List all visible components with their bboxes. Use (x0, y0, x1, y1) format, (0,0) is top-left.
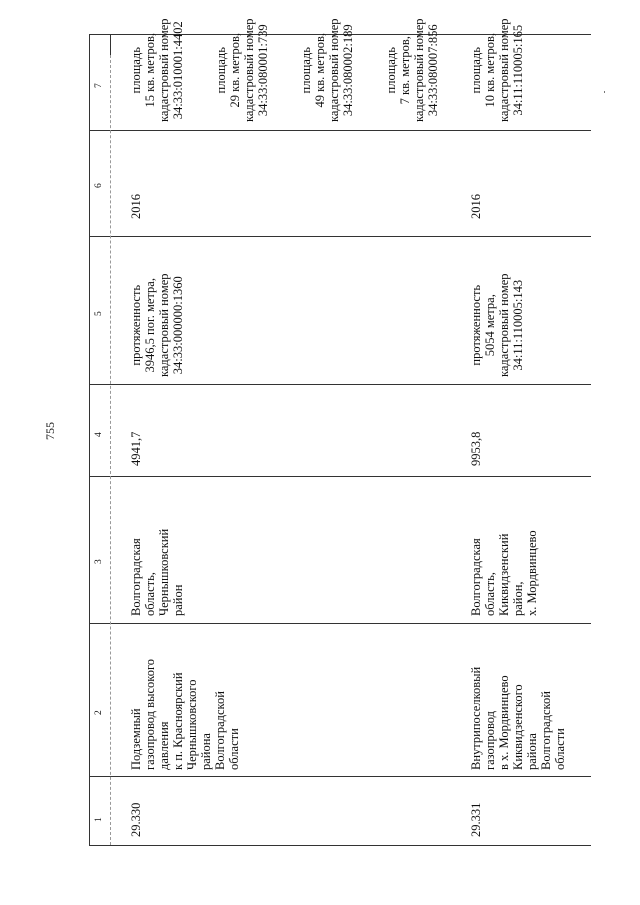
row1-cost: 4941,7 (129, 431, 143, 466)
row2-year: 2016 (469, 194, 483, 219)
row1-extra-3: площадь 49 кв. метров, кадастровый номер 34:33:080002:189 (299, 18, 355, 122)
row2-number: 29.331 (469, 802, 483, 837)
scan-speck (604, 91, 605, 93)
table-bottom-border (89, 845, 591, 846)
row2-address: Волгоградская область, Киквидзенский район, х. Мордвинцево (469, 530, 539, 616)
header-col-6: 6 (94, 183, 104, 188)
column-divider-3-2 (89, 623, 591, 624)
header-col-5: 5 (94, 311, 104, 316)
row2-extra-1: площадь 10 кв. метров, кадастровый номер 34:11:110005:165 (469, 18, 525, 122)
row1-number: 29.330 (129, 802, 143, 837)
header-col-4: 4 (94, 432, 104, 437)
row1-year: 2016 (129, 194, 143, 219)
row1-characteristics: протяженность 3946,5 пог. метра, кадастровый номер 34:33:000000:1360 (129, 273, 185, 377)
objects-table (89, 18, 591, 845)
header-col-2: 2 (94, 710, 104, 715)
column-divider-4-3 (89, 476, 591, 477)
header-separator (110, 34, 111, 55)
header-separator-line (110, 55, 111, 845)
page-number: 755 (43, 422, 57, 440)
header-col-3: 3 (94, 559, 104, 564)
column-divider-2-1 (89, 776, 591, 777)
row1-extra-4: площадь 7 кв. метров, кадастровый номер 34:33:080007:856 (384, 18, 440, 122)
row1-extra-1: площадь 15 кв. метров, кадастровый номер 34:33:010001:4402 (129, 18, 185, 122)
row1-address: Волгоградская область, Чернышковский район (129, 528, 185, 616)
row2-name: Внутрипоселковый газопровод в х. Мордвинцево Киквидзенского района Волгоградской области (469, 666, 567, 770)
column-divider-6-5 (89, 236, 591, 237)
column-divider-5-4 (89, 384, 591, 385)
header-col-1: 1 (94, 817, 104, 822)
column-divider-7-6 (89, 130, 591, 131)
row1-extra-2: площадь 29 кв. метров, кадастровый номер 34:33:080001:739 (214, 18, 270, 122)
row2-cost: 9953,8 (469, 431, 483, 466)
table-left-border (89, 34, 90, 845)
header-col-7: 7 (94, 83, 104, 88)
row1-name: Подземный газопровод высокого давления к п. Красноярский Чернышковского района Волгоградской области (129, 658, 241, 770)
row2-characteristics: протяженность 5054 метра, кадастровый номер 34:11:110005:143 (469, 273, 525, 377)
